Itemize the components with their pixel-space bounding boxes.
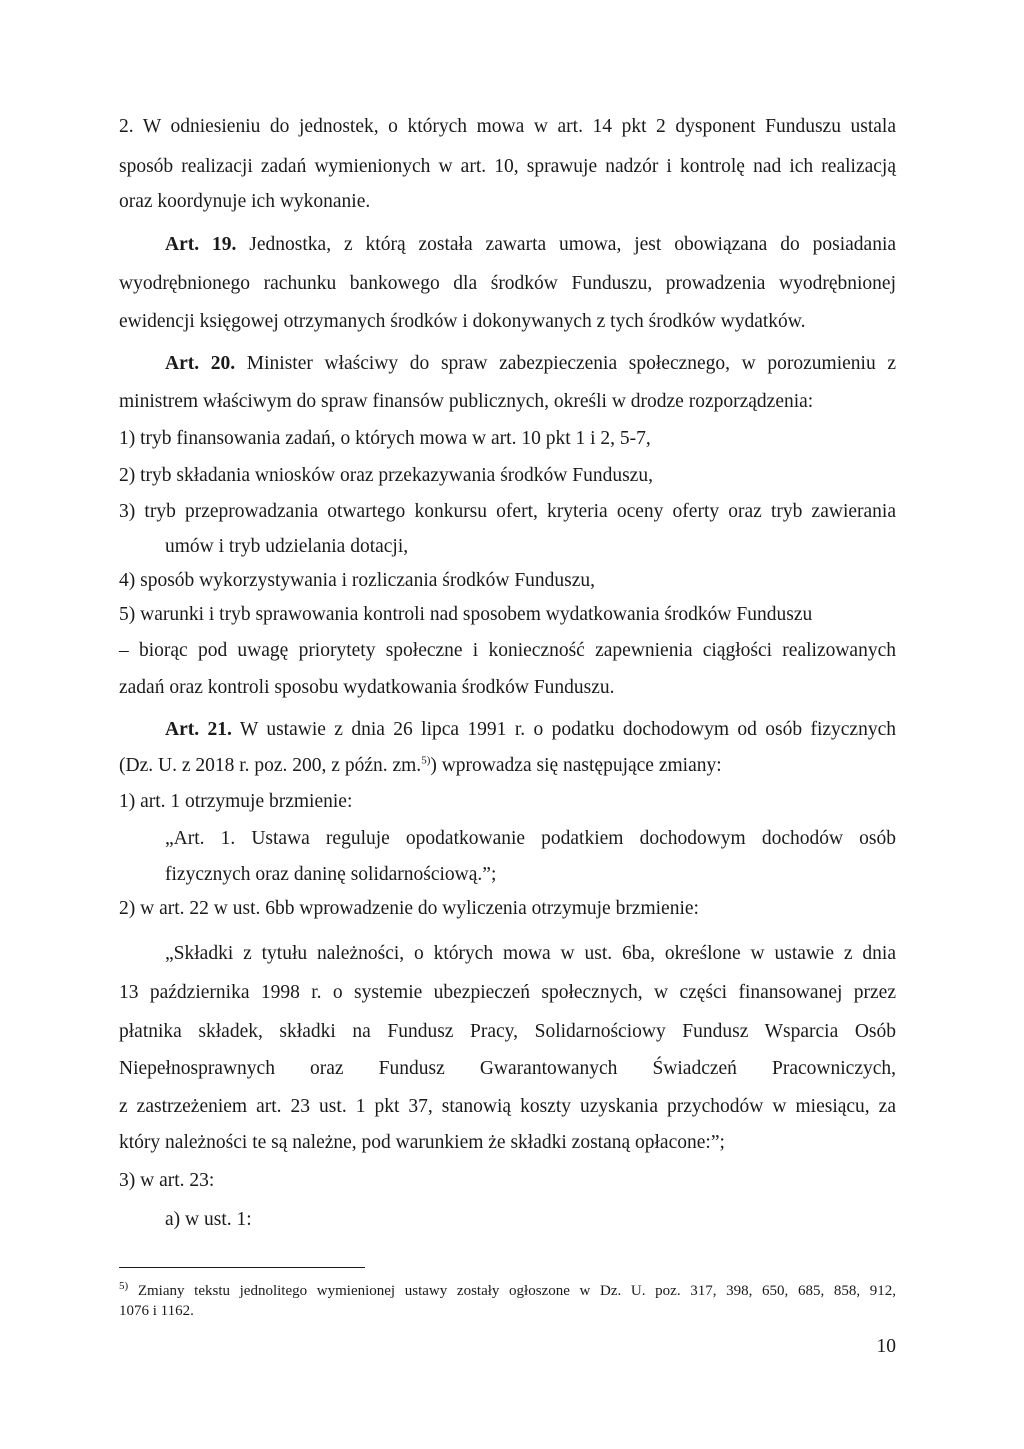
art-19-heading: Art. 19. (165, 234, 237, 255)
art-20-item-2: 2) tryb składania wniosków oraz przekazywania środków Funduszu, (119, 465, 653, 486)
art-21-change-2: 2) w art. 22 w ust. 6bb wprowadzenie do wyliczenia otrzymuje brzmienie: (119, 898, 699, 919)
art-21-change-1-quote-line-1: „Art. 1. Ustawa reguluje opodatkowanie podatkiem dochodowym dochodów osób (165, 828, 896, 849)
art-20-line-2: ministrem właściwym do spraw finansów publicznych, określi w drodze rozporządzenia: (119, 391, 814, 412)
art-21-change-2-quote-line-1: „Składki z tytułu należności, o których mowa w ust. 6ba, określone w ustawie z dnia (165, 943, 896, 964)
footnote-divider (119, 1267, 365, 1268)
art-21-change-2-quote-line-2: 13 października 1998 r. o systemie ubezpieczeń społecznych, w części finansowanej przez (119, 982, 896, 1003)
art-21-line-1: Art. 21. W ustawie z dnia 26 lipca 1991 r. o podatku dochodowym od osób fizycznych (165, 719, 896, 740)
art-21-change-3: 3) w art. 23: (119, 1170, 215, 1191)
art-21-change-2-quote-line-6: który należności te są należne, pod warunkiem że składki zostaną opłacone:”; (119, 1132, 725, 1153)
art-21-change-2-quote-line-5: z zastrzeżeniem art. 23 ust. 1 pkt 37, stanowią koszty uzyskania przychodów w miesiącu, za (119, 1096, 896, 1117)
footnote-line-1: $^{5)}$ Zmiany tekstu jednolitego wymienionej ustawy zostały ogłoszone w Dz. U. poz. 317, 398, 650, 685, 858, 912, (119, 1280, 897, 1299)
art-19-line-3: ewidencji księgowej otrzymanych środków i dokonywanych z tych środków wydatków. (119, 311, 806, 332)
footnote-marker: 5) (119, 1280, 129, 1292)
footnote-reference[interactable]: 5) (421, 754, 431, 767)
page-number: 10 (876, 1336, 896, 1357)
art-21-change-2-quote-line-4: Niepełnosprawnych oraz Fundusz Gwarantowanych Świadczeń Pracowniczych, (119, 1058, 896, 1079)
art-20-item-4: 4) sposób wykorzystywania i rozliczania środków Funduszu, (119, 570, 596, 591)
footnote-line-2: 1076 i 1162. (119, 1303, 194, 1319)
para-2-line-3: oraz koordynuje ich wykonanie. (119, 191, 371, 212)
art-21-change-2-quote-line-3: płatnika składek, składki na Fundusz Pracy, Solidarnościowy Fundusz Wsparcia Osób (119, 1021, 896, 1042)
art-20-line-1: Art. 20. Minister właściwy do spraw zabezpieczenia społecznego, w porozumieniu z (165, 353, 897, 374)
para-2-line-2: sposób realizacji zadań wymienionych w art. 10, sprawuje nadzór i kontrolę nad ich realizacją (119, 156, 896, 177)
art-19-line-2: wyodrębnionego rachunku bankowego dla środków Funduszu, prowadzenia wyodrębnionej (119, 273, 896, 294)
art-20-item-5: 5) warunki i tryb sprawowania kontroli nad sposobem wydatkowania środków Funduszu (119, 604, 813, 625)
art-21-line-2: (Dz. U. z 2018 r. poz. 200, z późn. zm.$^{5)}$) wprowadza się następujące zmiany: (119, 754, 722, 776)
art-20-item-3-line-2: umów i tryb udzielania dotacji, (165, 536, 409, 557)
art-20-closing-line-1: – biorąc pod uwagę priorytety społeczne i konieczność zapewnienia ciągłości realizowanych (119, 640, 896, 661)
art-20-heading: Art. 20. (165, 353, 236, 374)
para-2-line-1: 2. W odniesieniu do jednostek, o których mowa w art. 14 pkt 2 dysponent Funduszu ustala (119, 116, 896, 137)
art-20-closing-line-2: zadań oraz kontroli sposobu wydatkowania środków Funduszu. (119, 677, 615, 698)
art-21-heading: Art. 21. (165, 719, 232, 740)
art-20-item-1: 1) tryb finansowania zadań, o których mowa w art. 10 pkt 1 i 2, 5-7, (119, 428, 651, 449)
art-21-change-3-item-a: a) w ust. 1: (165, 1209, 252, 1230)
art-19-line-1: Art. 19. Jednostka, z którą została zawarta umowa, jest obowiązana do posiadania (165, 234, 897, 255)
art-21-change-1-quote-line-2: fizycznych oraz daninę solidarnościową.”; (165, 864, 497, 885)
art-21-change-1: 1) art. 1 otrzymuje brzmienie: (119, 791, 353, 812)
art-20-item-3-line-1: 3) tryb przeprowadzania otwartego konkursu ofert, kryteria oceny oferty oraz tryb zawierania (119, 501, 896, 522)
